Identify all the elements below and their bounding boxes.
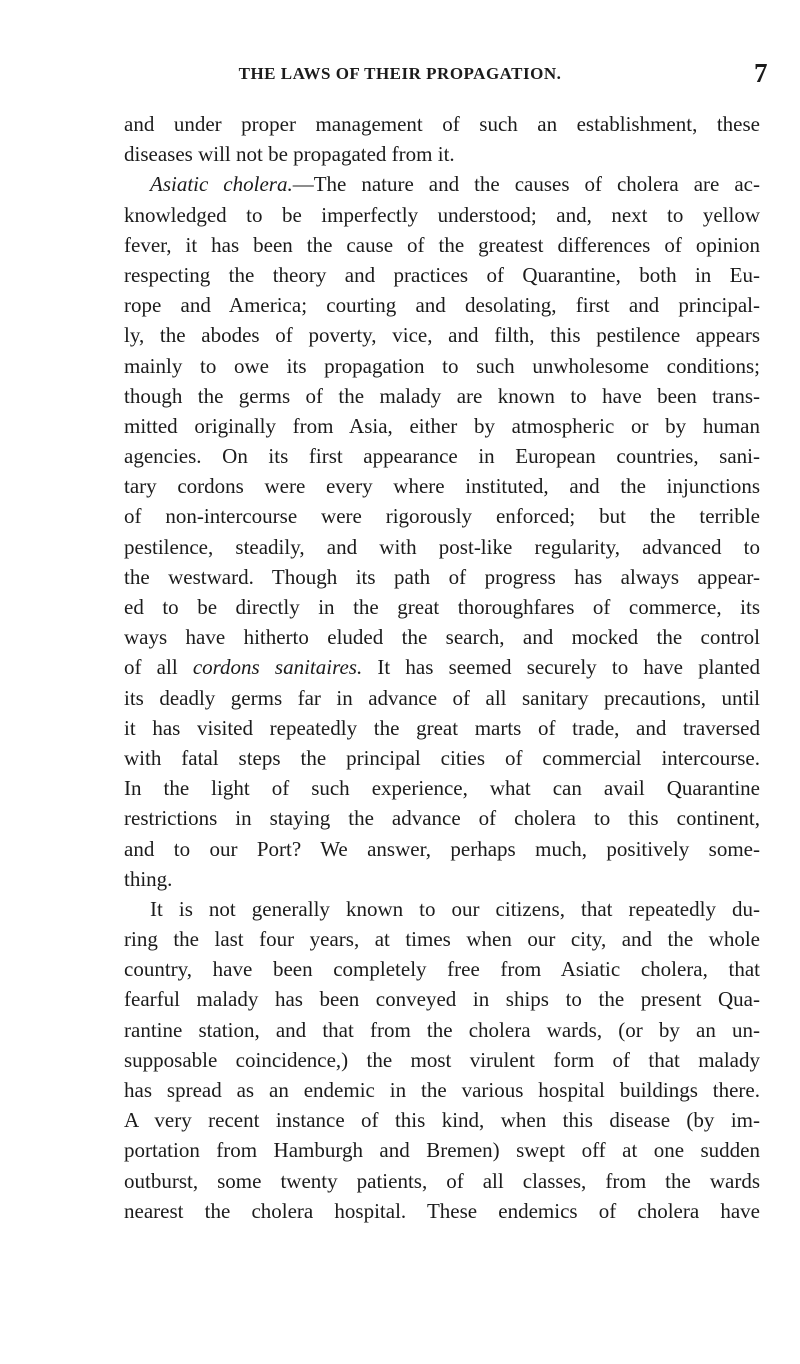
text-line: restrictions in staying the advance of cholera to this continent,	[124, 806, 760, 831]
text-line: has spread as an endemic in the various hospital buildings there.	[124, 1078, 760, 1102]
text-line: rantine station, and that from the cholera wards, (or by an un-	[124, 1017, 760, 1042]
text-line: and to our Port? We answer, perhaps much, positively some-	[124, 836, 760, 861]
text-line: ways have hitherto eluded the search, and mocked the control	[124, 625, 760, 650]
section-heading: Asiatic cholera.	[150, 172, 293, 197]
text-line-rest: It has seemed securely to have planted	[362, 655, 760, 680]
page-number: 7	[754, 58, 768, 88]
text-line: ed to be directly in the great thoroughfares of commerce, its	[124, 595, 760, 619]
text-line: country, have been completely free from Asiatic cholera, that	[124, 957, 760, 982]
text-line: A very recent instance of this kind, when this disease (by im-	[124, 1108, 760, 1133]
text-line: thing.	[124, 866, 173, 891]
text-line: fearful malady has been conveyed in ships to the present Qua-	[124, 987, 760, 1012]
running-title: THE LAWS OF THEIR PROPAGATION.	[238, 64, 562, 83]
text-line: outburst, some twenty patients, of all classes, from the wards	[124, 1168, 760, 1193]
text-line-start: of all	[124, 655, 193, 680]
running-head	[0, 58, 800, 90]
text-line: In the light of such experience, what can avail Quarantine	[124, 776, 760, 801]
body-text	[124, 109, 760, 1226]
text-line: ring the last four years, at times when our city, and the whole	[124, 927, 760, 952]
text-line: pestilence, steadily, and with post-like regularity, advanced to	[124, 534, 760, 559]
text-line: supposable coincidence,) the most virulent form of that malady	[124, 1047, 760, 1072]
text-line: diseases will not be propagated from it.	[124, 142, 455, 167]
text-line: knowledged to be imperfectly understood; and, next to yellow	[124, 202, 760, 227]
text-line	[124, 652, 760, 682]
text-line: it has visited repeatedly the great marts of trade, and traversed	[124, 715, 760, 740]
text-line: rope and America; courting and desolating, first and principal-	[124, 293, 760, 318]
text-line: nearest the cholera hospital. These endemics of cholera have	[124, 1198, 760, 1223]
text-line: its deadly germs far in advance of all sanitary precautions, until	[124, 685, 760, 710]
text-line: though the germs of the malady are known to have been trans-	[124, 383, 760, 408]
text-line: mitted originally from Asia, either by atmospheric or by human	[124, 413, 760, 438]
text-line: of non-intercourse were rigorously enforced; but the terrible	[124, 504, 760, 529]
text-line: and under proper management of such an establishment, these	[124, 112, 760, 136]
text-line: portation from Hamburgh and Bremen) swept off at one sudden	[124, 1138, 760, 1163]
text-line: fever, it has been the cause of the greatest differences of opinion	[124, 232, 760, 257]
text-line: the westward. Though its path of progress has always appear-	[124, 564, 760, 589]
text-line: mainly to owe its propagation to such unwholesome conditions;	[124, 353, 760, 378]
text-line	[124, 169, 760, 199]
text-line: agencies. On its first appearance in European countries, sani-	[124, 444, 760, 469]
italic-phrase: cordons sanitaires.	[192, 655, 363, 680]
text-line-rest: —The nature and the causes of cholera are ac-	[292, 172, 760, 197]
text-line: respecting the theory and practices of Quarantine, both in Eu-	[124, 262, 760, 287]
text-line: ly, the abodes of poverty, vice, and filth, this pestilence appears	[124, 323, 760, 348]
text-line: tary cordons were every where instituted, and the injunctions	[124, 474, 760, 499]
text-line: It is not generally known to our citizens, that repeatedly du-	[150, 896, 760, 921]
text-line: with fatal steps the principal cities of commercial intercourse.	[124, 745, 760, 770]
